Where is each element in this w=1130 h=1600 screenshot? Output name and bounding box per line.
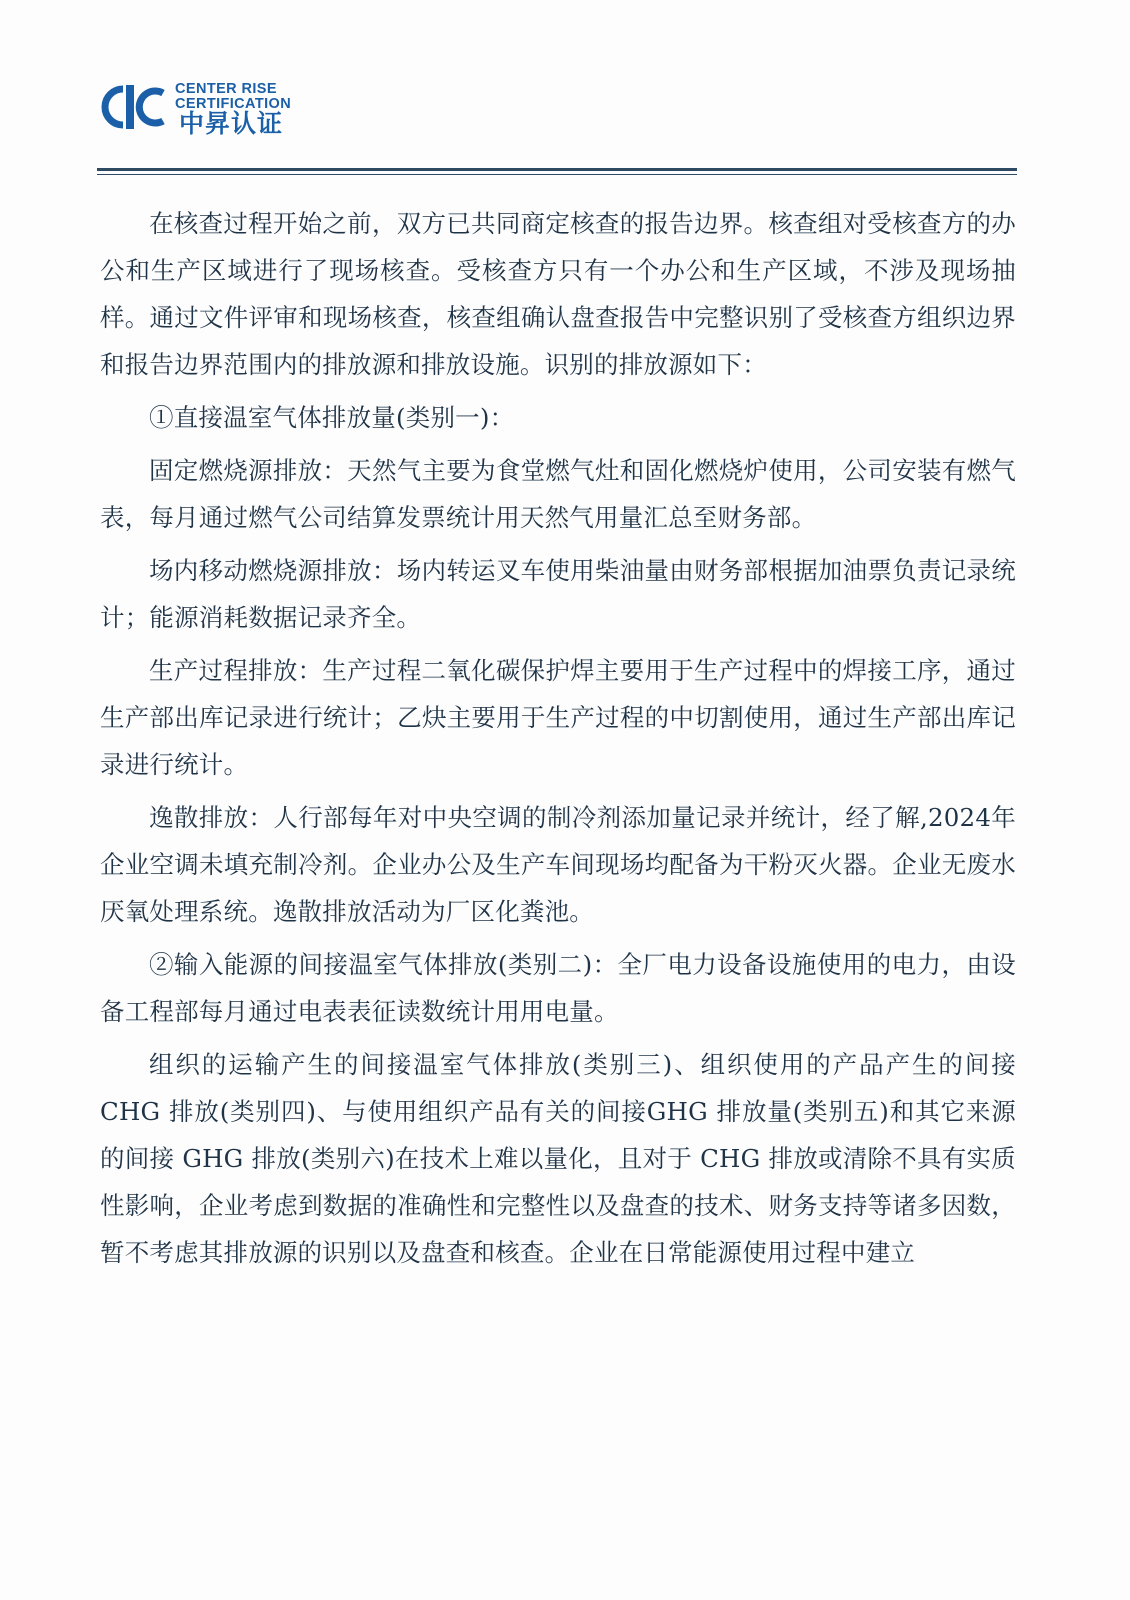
logo-line-1: CENTER RISE	[175, 80, 277, 97]
paragraph: 逸散排放：人行部每年对中央空调的制冷剂添加量记录并统计，经了解,2024年企业空调未填充制冷剂。企业办公及生产车间现场均配备为干粉灭火器。企业无废水厌氧处理系统。逸散排放活动为厂区化粪池。	[100, 803, 1016, 926]
paragraph: 在核查过程开始之前，双方已共同商定核查的报告边界。核查组对受核查方的办公和生产区域进行了现场核查。受核查方只有一个办公和生产区域，不涉及现场抽样。通过文件评审和现场核查，核查组确认盘查报告中完整识别了受核查方组织边界和报告边界范围内的排放源和排放设施。识别的排放源如下：	[100, 209, 1016, 379]
logo-chinese-name: 中昇认证	[179, 109, 284, 139]
document-body	[100, 200, 1016, 1282]
paragraph: ②输入能源的间接温室气体排放(类别二)：全厂电力设备设施使用的电力，由设备工程部每月通过电表表征读数统计用用电量。	[100, 950, 1016, 1026]
paragraph: ①直接温室气体排放量(类别一)：	[149, 403, 515, 432]
header-rule-thick	[97, 168, 1017, 171]
company-logo	[97, 78, 1017, 140]
logo-line-2: CERTIFICATION	[175, 95, 292, 112]
crc-logo-icon	[97, 79, 169, 139]
paragraph: 生产过程排放：生产过程二氧化碳保护焊主要用于生产过程中的焊接工序，通过生产部出库记录进行统计；乙炔主要用于生产过程的中切割使用，通过生产部出库记录进行统计。	[100, 656, 1016, 779]
paragraph: 组织的运输产生的间接温室气体排放(类别三)、组织使用的产品产生的间接CHG 排放(类别四)、与使用组织产品有关的间接GHG 排放量(类别五)和其它来源的间接 GHG 排放(类别六)在技术上难以量化，且对于 CHG 排放或清除不具有实质性影响，企业考虑到数据的准确性和完整性以及盘查的技术、财务支持等诸多因数，暂不考虑其排放源的识别以及盘查和核查。企业在日常能源使用过程中建立	[100, 1050, 1016, 1267]
header-rule-thin	[97, 174, 1017, 175]
paragraph: 固定燃烧源排放：天然气主要为食堂燃气灶和固化燃烧炉使用，公司安装有燃气表，每月通过燃气公司结算发票统计用天然气用量汇总至财务部。	[100, 456, 1016, 532]
paragraph: 场内移动燃烧源排放：场内转运叉车使用柴油量由财务部根据加油票负责记录统计；能源消耗数据记录齐全。	[100, 556, 1016, 632]
logo-text	[175, 82, 291, 137]
page-header	[97, 78, 1017, 168]
